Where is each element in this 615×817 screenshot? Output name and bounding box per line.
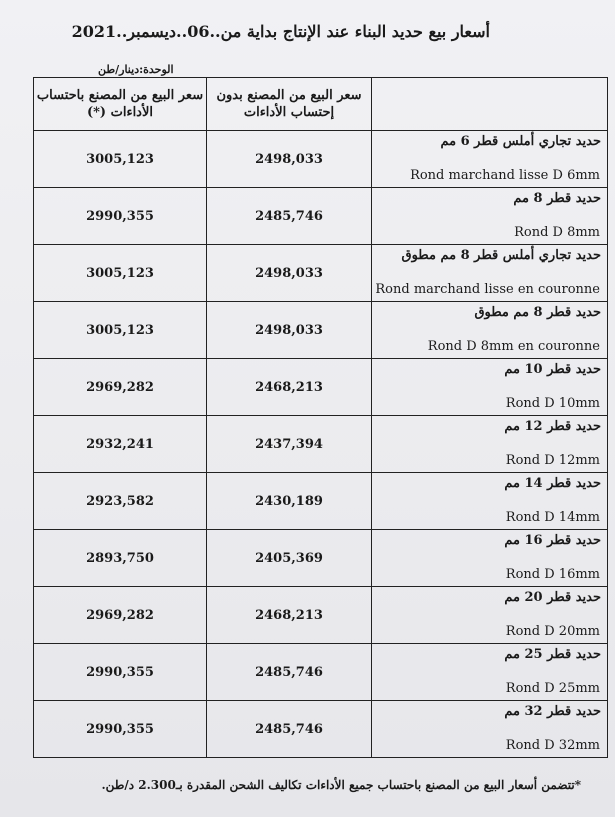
price-with-taxes-cell: 3005,123 (34, 131, 207, 188)
price-without-taxes-cell: 2498,033 (207, 245, 372, 302)
price-without-taxes-cell: 2468,213 (207, 587, 372, 644)
product-name-french: Rond D 14mm (505, 510, 600, 525)
product-name-arabic: حديد تجاري أملس قطر 8 مم مطوق (401, 248, 601, 263)
price-with-taxes-cell: 2990,355 (34, 644, 207, 701)
price-with-taxes-cell: 2990,355 (34, 188, 207, 245)
product-cell (372, 416, 608, 473)
price-table (33, 77, 608, 758)
table-row (34, 302, 608, 359)
product-name-arabic: حديد قطر 14 مم (504, 476, 601, 491)
price-without-taxes-cell: 2437,394 (207, 416, 372, 473)
product-name-french: Rond D 8mm en couronne (427, 339, 600, 354)
header-price-without-taxes: سعر البيع من المصنع بدون إحتساب الأداءات (207, 78, 372, 131)
product-name-arabic: حديد قطر 16 مم (504, 533, 601, 548)
price-with-taxes-cell: 2990,355 (34, 701, 207, 758)
product-cell (372, 188, 608, 245)
price-with-taxes-cell: 2969,282 (34, 587, 207, 644)
product-cell (372, 587, 608, 644)
table-header-row (34, 78, 608, 131)
footnote: *تتضمن أسعار البيع من المصنع باحتساب جميع الأداءات تكاليف الشحن المقدرة بـ2.300 د/طن. (101, 778, 581, 792)
table-row (34, 530, 608, 587)
product-name-arabic: حديد تجاري أملس قطر 6 مم (440, 134, 601, 149)
table-row (34, 188, 608, 245)
header-price-with-taxes: سعر البيع من المصنع باحتساب الأداءات (*) (34, 78, 207, 131)
product-cell (372, 359, 608, 416)
price-with-taxes-cell: 2969,282 (34, 359, 207, 416)
price-without-taxes-cell: 2485,746 (207, 188, 372, 245)
table-row (34, 587, 608, 644)
price-without-taxes-cell: 2485,746 (207, 701, 372, 758)
product-cell (372, 302, 608, 359)
table-row (34, 245, 608, 302)
product-name-arabic: حديد قطر 12 مم (504, 419, 601, 434)
price-with-taxes-cell: 2923,582 (34, 473, 207, 530)
price-with-taxes-cell: 3005,123 (34, 302, 207, 359)
product-name-french: Rond marchand lisse D 6mm (410, 168, 600, 183)
price-without-taxes-cell: 2468,213 (207, 359, 372, 416)
table-row (34, 359, 608, 416)
price-without-taxes-cell: 2498,033 (207, 302, 372, 359)
product-cell (372, 245, 608, 302)
product-name-arabic: حديد قطر 8 مم (513, 191, 601, 206)
product-name-arabic: حديد قطر 10 مم (504, 362, 601, 377)
product-cell (372, 644, 608, 701)
product-name-french: Rond D 20mm (505, 624, 600, 639)
table-row (34, 416, 608, 473)
product-name-french: Rond D 12mm (505, 453, 600, 468)
price-without-taxes-cell: 2485,746 (207, 644, 372, 701)
document-title: أسعار بيع حديد البناء عند الإنتاج بداية من..06..ديسمبر..2021 (71, 22, 490, 41)
product-cell (372, 473, 608, 530)
product-name-arabic: حديد قطر 25 مم (504, 647, 601, 662)
product-name-arabic: حديد قطر 20 مم (504, 590, 601, 605)
product-name-french: Rond D 32mm (505, 738, 600, 753)
table-row (34, 131, 608, 188)
product-name-french: Rond D 16mm (505, 567, 600, 582)
price-with-taxes-cell: 2893,750 (34, 530, 207, 587)
price-with-taxes-cell: 3005,123 (34, 245, 207, 302)
unit-label: الوحدة:دينار/طن (98, 63, 174, 76)
product-cell (372, 131, 608, 188)
header-product (372, 78, 608, 131)
product-name-arabic: حديد قطر 8 مم مطوق (474, 305, 601, 320)
product-name-french: Rond marchand lisse en couronne (375, 282, 600, 297)
product-name-french: Rond D 25mm (505, 681, 600, 696)
product-name-french: Rond D 8mm (514, 225, 600, 240)
product-name-arabic: حديد قطر 32 مم (504, 704, 601, 719)
price-without-taxes-cell: 2498,033 (207, 131, 372, 188)
price-without-taxes-cell: 2405,369 (207, 530, 372, 587)
product-cell (372, 530, 608, 587)
price-without-taxes-cell: 2430,189 (207, 473, 372, 530)
product-cell (372, 701, 608, 758)
product-name-french: Rond D 10mm (505, 396, 600, 411)
table-row (34, 644, 608, 701)
table-row (34, 701, 608, 758)
table-row (34, 473, 608, 530)
price-with-taxes-cell: 2932,241 (34, 416, 207, 473)
